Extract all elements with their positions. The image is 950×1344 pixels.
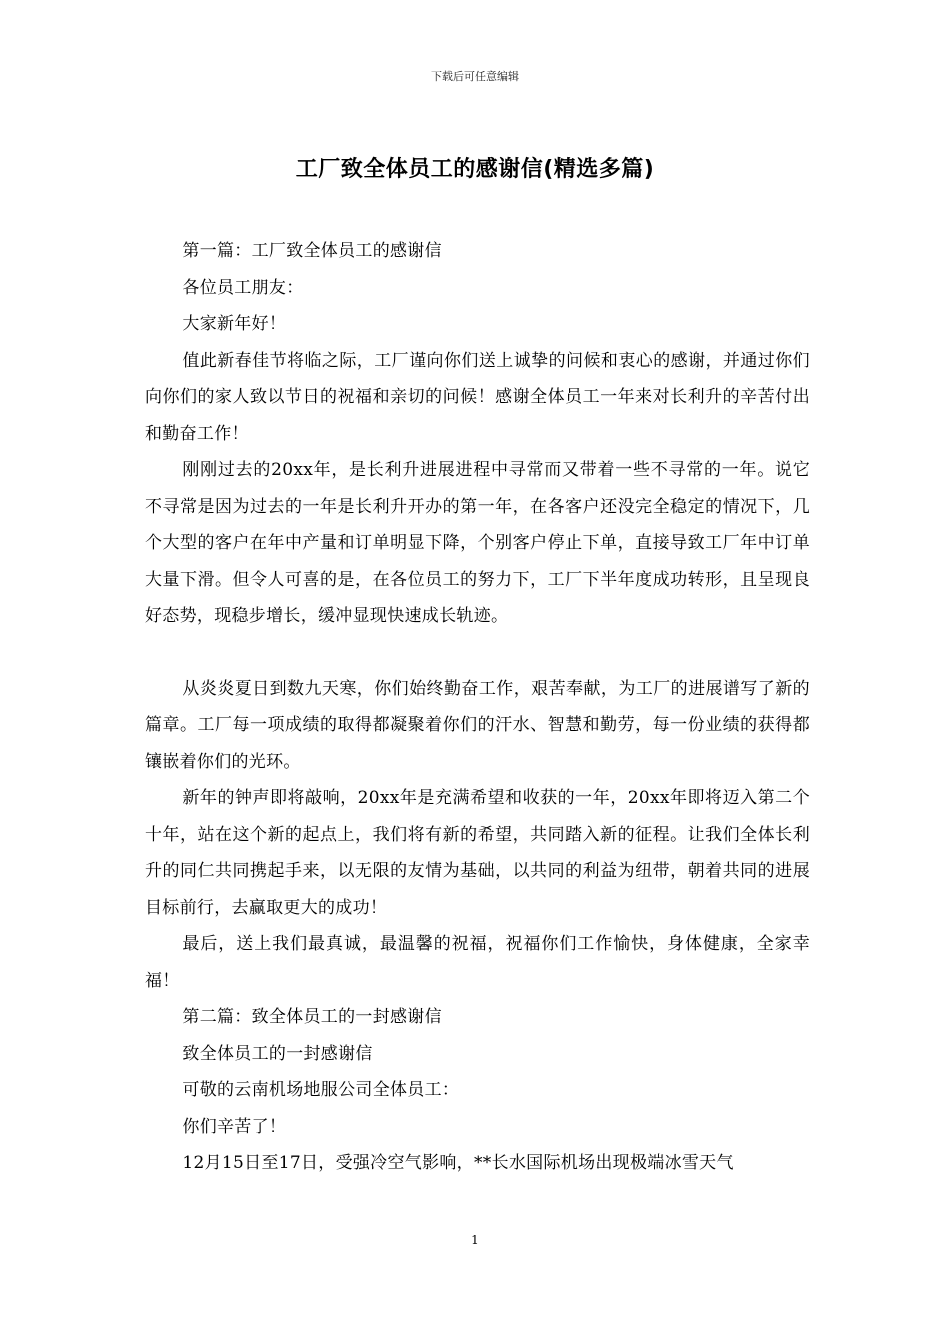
paragraph: 可敬的云南机场地服公司全体员工： [182, 1080, 460, 1100]
paragraph: 新年的钟声即将敲响，20xx年是充满希望和收获的一年，20xx年即将迈入第二个十年，站在这个新的起点上，我们将有新的希望，共同踏入新的征程。让我们全体长利升的同仁共同携起手来，以无限的友情为基础，以共同的利益为纽带，朝着共同的进展目标前行，去赢取更大的成功！ [145, 788, 810, 918]
header-note: 下载后可任意编辑 [431, 70, 519, 83]
paragraph: 从炎炎夏日到数九天寒，你们始终勤奋工作，艰苦奉献，为工厂的进展谱写了新的篇章。工厂每一项成绩的取得都凝聚着你们的汗水、智慧和勤劳，每一份业绩的获得都镶嵌着你们的光环。 [145, 678, 810, 772]
paragraph: 12月15日至17日，受强冷空气影响，**长水国际机场出现极端冰雪天气 [182, 1153, 734, 1173]
paragraph: 致全体员工的一封感谢信 [182, 1043, 373, 1064]
document-body [145, 233, 810, 1182]
paragraph: 大家新年好！ [182, 314, 287, 334]
document-title: 工厂致全体员工的感谢信(精选多篇) [295, 157, 655, 182]
paragraph: 第一篇：工厂致全体员工的感谢信 [182, 241, 442, 261]
paragraph: 最后，送上我们最真诚，最温馨的祝福，祝福你们工作愉快，身体健康，全家幸福！ [145, 934, 810, 991]
paragraph: 第二篇：致全体员工的一封感谢信 [182, 1007, 442, 1027]
paragraph: 刚刚过去的20xx年，是长利升进展进程中寻常而又带着一些不寻常的一年。说它不寻常是因为过去的一年是长利升开办的第一年，在各客户还没完全稳定的情况下，几个大型的客户在年中产量和订单明显下降，个别客户停止下单，直接导致工厂年中订单大量下滑。但令人可喜的是，在各位员工的努力下，工厂下半年度成功转形，且呈现良好态势，现稳步增长，缓冲显现快速成长轨迹。 [145, 460, 810, 626]
page-number: 1 [471, 1233, 479, 1247]
paragraph: 值此新春佳节将临之际，工厂谨向你们送上诚挚的问候和衷心的感谢，并通过你们向你们的家人致以节日的祝福和亲切的问候！感谢全体员工一年来对长利升的辛苦付出和勤奋工作！ [145, 350, 810, 444]
paragraph: 你们辛苦了！ [182, 1116, 287, 1137]
paragraph: 各位员工朋友： [182, 277, 304, 298]
